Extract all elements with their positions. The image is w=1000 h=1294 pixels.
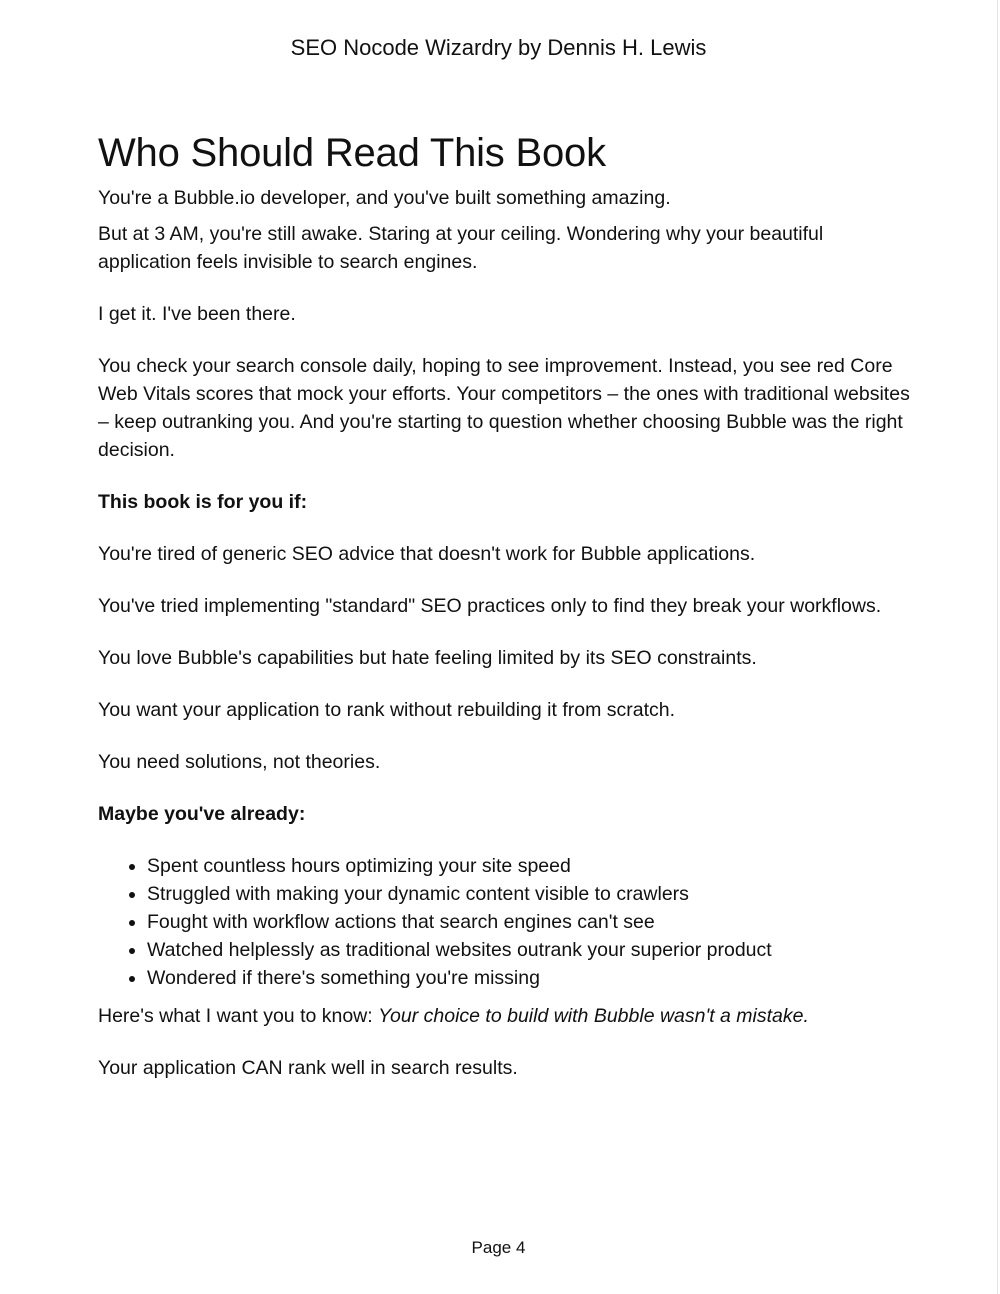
final-paragraph: Your application CAN rank well in search results. bbox=[98, 1057, 518, 1079]
closing-emphasis: Your choice to build with Bubble wasn't a mistake. bbox=[378, 1005, 809, 1027]
already-heading: Maybe you've already: bbox=[98, 803, 306, 825]
list-item: • Struggled with making your dynamic content visible to crawlers bbox=[147, 880, 918, 908]
intro-paragraph: You check your search console daily, hoping to see improvement. Instead, you see red Core Web Vitals scores that mock your efforts. Your competitors – the ones with traditional websites – keep outranking you. And you're starting to question whether choosing Bubble was the right decision. bbox=[98, 355, 910, 461]
closing-lead: Here's what I want you to know: bbox=[98, 1005, 379, 1027]
page-number: Page 4 bbox=[471, 1238, 526, 1257]
list-item: • Watched helplessly as traditional websites outrank your superior product bbox=[147, 936, 918, 964]
for-you-heading: This book is for you if: bbox=[98, 491, 308, 513]
for-you-heading-paragraph bbox=[98, 488, 918, 516]
section-title: Who Should Read This Book bbox=[98, 131, 606, 175]
for-you-item: You want your application to rank without rebuilding it from scratch. bbox=[98, 699, 676, 721]
intro-paragraph: I get it. I've been there. bbox=[98, 303, 296, 325]
for-you-item: You love Bubble's capabilities but hate feeling limited by its SEO constraints. bbox=[98, 647, 757, 669]
list-item: • Fought with workflow actions that search engines can't see bbox=[147, 908, 918, 936]
for-you-item: You need solutions, not theories. bbox=[98, 751, 381, 773]
list-item: • Wondered if there's something you're missing bbox=[147, 964, 918, 992]
for-you-item: You're tired of generic SEO advice that doesn't work for Bubble applications. bbox=[98, 543, 756, 565]
already-list bbox=[98, 852, 918, 992]
running-header: SEO Nocode Wizardry by Dennis H. Lewis bbox=[290, 35, 707, 60]
intro-paragraph: But at 3 AM, you're still awake. Staring at your ceiling. Wondering why your beautiful application feels invisible to search engines. bbox=[98, 223, 824, 273]
page-content bbox=[98, 128, 918, 1106]
list-item: • Spent countless hours optimizing your site speed bbox=[147, 852, 918, 880]
for-you-item: You've tried implementing "standard" SEO practices only to find they break your workflows. bbox=[98, 595, 882, 617]
already-heading-paragraph bbox=[98, 800, 918, 828]
intro-paragraph: You're a Bubble.io developer, and you've built something amazing. bbox=[98, 187, 671, 209]
closing-paragraph bbox=[98, 1002, 918, 1030]
